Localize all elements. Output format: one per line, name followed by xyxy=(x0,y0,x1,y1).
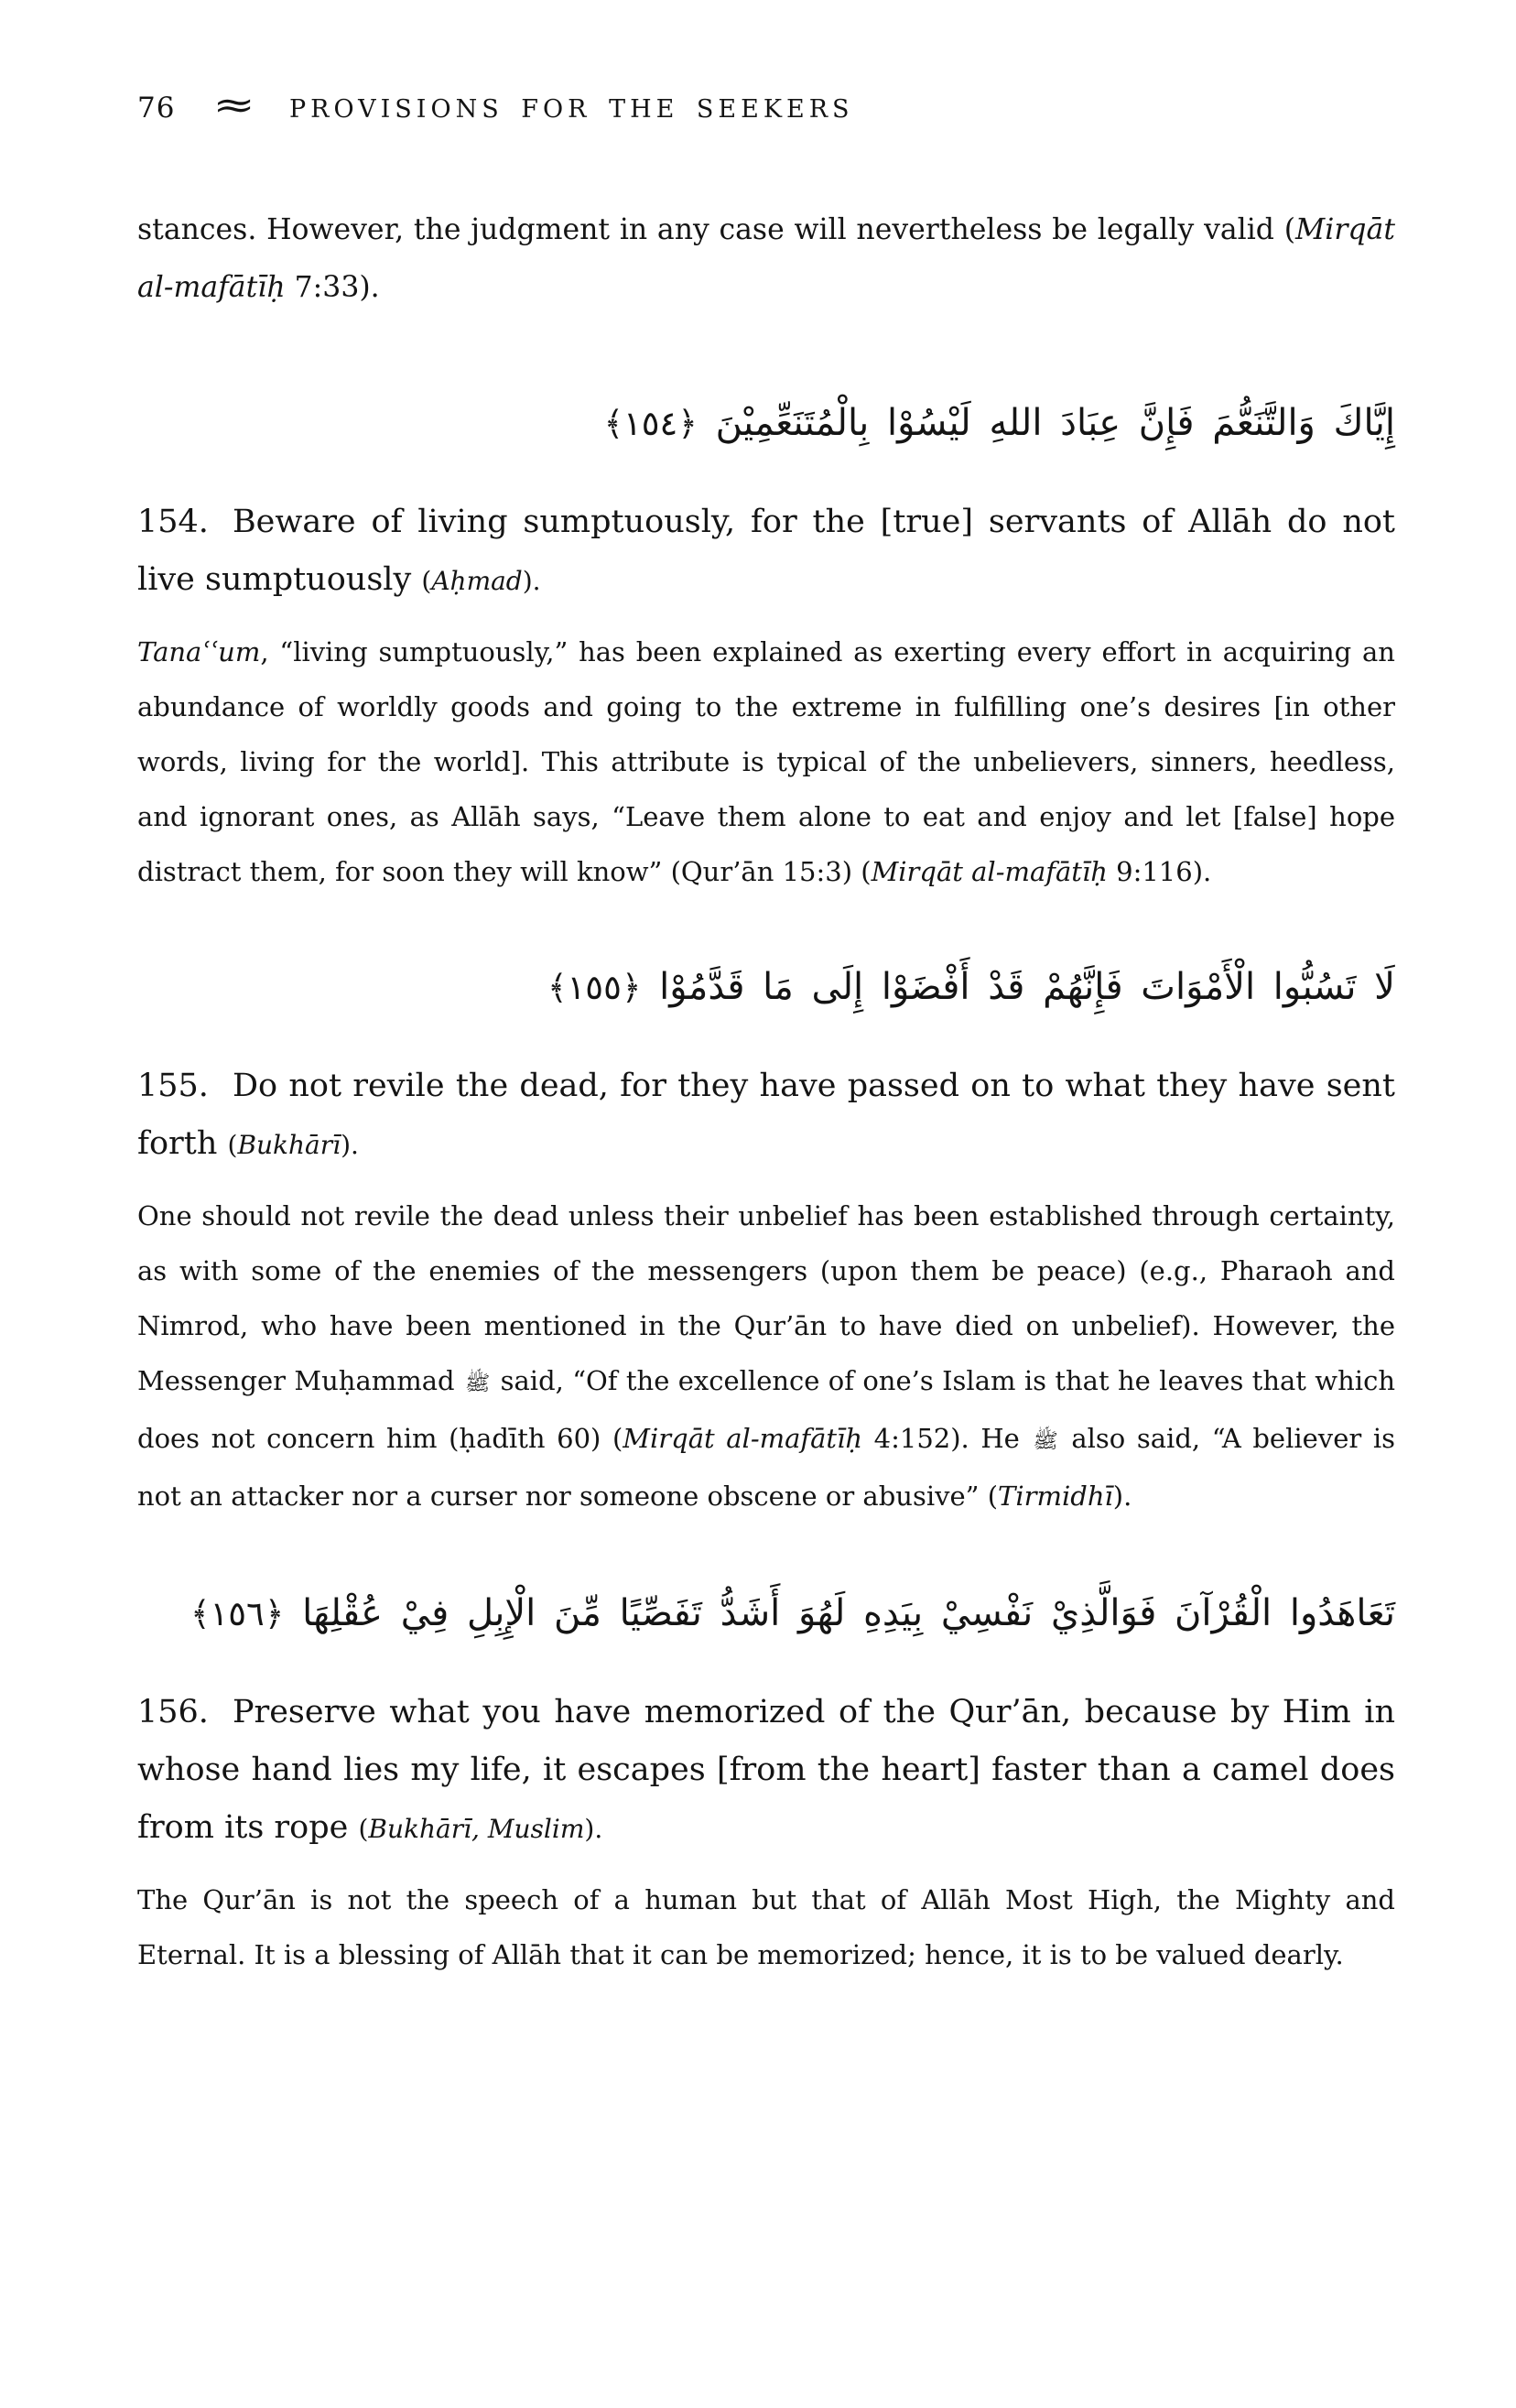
source-paren-close: ). xyxy=(522,566,541,596)
source-name: Aḥmad xyxy=(431,566,523,596)
commentary-text-end: 9:116). xyxy=(1107,856,1212,887)
commentary-text: The Qur’ān is not the speech of a human but that of Allāh Most High, the Mighty and Eternal. It is a blessing of Allāh that it can be memorized; hence, it is to be valued dearly. xyxy=(137,1884,1395,1970)
arabic-hadith-line xyxy=(137,1566,1395,1662)
commentary-text: 4:152). He xyxy=(862,1423,1032,1454)
commentary-text: One should not revile the dead unless their unbelief has been established through certainty, as with some of the enemies of the messengers (upon them be peace) (e.g., Pharaoh and Nimrod, who have been mentioned in the Qur’ān to have died on unbelief). However, the Messenger Muḥammad xyxy=(137,1200,1395,1396)
commentary-italic-source: Mirqāt al-mafātīḥ xyxy=(871,856,1108,887)
hadith-section-154 xyxy=(137,375,1395,899)
commentary-text-end: ). xyxy=(1112,1481,1132,1512)
arabic-hadith-number: ﴿١٥٦﴾ xyxy=(190,1594,285,1633)
hadith-source xyxy=(228,1130,359,1160)
source-paren-open: ( xyxy=(358,1814,369,1844)
commentary-paragraph xyxy=(137,624,1395,899)
hadith-number: 156. xyxy=(137,1694,209,1730)
honorific-salawat-icon: ﷺ xyxy=(1033,1429,1058,1453)
source-name: Bukhārī, Muslim xyxy=(368,1814,585,1844)
hadith-number: 155. xyxy=(137,1068,209,1104)
arabic-hadith-number: ﴿١٥٤﴾ xyxy=(603,404,698,443)
hadith-translation-text: Do not revile the dead, for they have passed on to what they have sent forth xyxy=(137,1068,1395,1162)
arabic-hadith-text: لَا تَسُبُّوا الْأَمْوَاتَ فَإِنَّهُمْ قَدْ أَفْضَوْا إِلَى مَا قَدَّمُوْا xyxy=(659,966,1395,1008)
intro-text-end: 7:33). xyxy=(285,271,380,304)
commentary-text: , “living sumptuously,” has been explained as exerting every effort in acquiring an abundance of worldly goods and going to the extreme in fulfilling one’s desires [in other words, living for the world]. This attribute is typical of the unbelievers, sinners, heedless, and ignorant ones, as Allāh says, “Leave them alone to eat and enjoy and let [false] hope distract them, for soon they will know” (Qur’ān 15:3) ( xyxy=(137,636,1395,887)
arabic-hadith-text: إِيَّاكَ وَالتَّنَعُّمَ فَإِنَّ عِبَادَ اللهِ لَيْسُوْا بِالْمُتَنَعِّمِيْنَ xyxy=(715,402,1395,444)
source-paren-open: ( xyxy=(227,1130,238,1160)
commentary-text: also said, “A believer is not an attacker nor a curser nor someone obscene or abusive” ( xyxy=(137,1423,1395,1512)
hadith-source xyxy=(421,566,540,596)
honorific-salawat-icon: ﷺ xyxy=(464,1372,491,1395)
page-number: 76 xyxy=(137,92,176,125)
source-name: Bukhārī xyxy=(237,1130,341,1160)
intro-text: stances. However, the judgment in any case will nevertheless be legally valid ( xyxy=(137,213,1295,246)
arabic-hadith-text: تَعَاهَدُوا الْقُرْآنَ فَوَالَّذِيْ نَفْسِيْ بِيَدِهِ لَهُوَ أَشَدُّ تَفَصِّيًا مِّنَ الْإِبِلِ فِيْ عُقْلِهَا xyxy=(302,1592,1395,1634)
hadith-translation xyxy=(137,1684,1395,1858)
carried-over-paragraph xyxy=(137,201,1395,317)
commentary-paragraph xyxy=(137,1188,1395,1524)
commentary-italic-source: Tirmidhī xyxy=(998,1481,1113,1512)
hadith-section-155 xyxy=(137,939,1395,1524)
hadith-section-156 xyxy=(137,1566,1395,1982)
swash-ornament-icon: ≈ xyxy=(212,84,257,126)
hadith-translation xyxy=(137,494,1395,610)
commentary-italic-source: Mirqāt al-mafātīḥ xyxy=(623,1423,863,1454)
hadith-translation-text: Beware of living sumptuously, for the [true] servants of Allāh do not live sumptuously xyxy=(137,504,1395,598)
arabic-hadith-line xyxy=(137,375,1395,472)
hadith-source xyxy=(358,1814,602,1844)
commentary-italic-term: Tanaʿʿum xyxy=(137,636,261,667)
commentary-text: said, “Of the excellence of one’s Islam is that he leaves that which does not concern him (ḥadīth 60) ( xyxy=(137,1365,1395,1454)
source-paren-open: ( xyxy=(421,566,432,596)
running-head xyxy=(137,84,1395,126)
arabic-hadith-number: ﴿١٥٥﴾ xyxy=(547,968,642,1007)
hadith-number: 154. xyxy=(137,504,209,540)
arabic-hadith-line xyxy=(137,939,1395,1036)
running-title: PROVISIONS FOR THE SEEKERS xyxy=(288,95,854,124)
commentary-paragraph xyxy=(137,1872,1395,1982)
hadith-translation xyxy=(137,1058,1395,1174)
intro-italic-source: Mirqāt al-mafātīḥ xyxy=(137,213,1395,304)
source-paren-close: ). xyxy=(584,1814,603,1844)
hadith-translation-text: Preserve what you have memorized of the Qur’ān, because by Him in whose hand lies my life, it escapes [from the heart] faster than a camel does from its rope xyxy=(137,1694,1395,1846)
source-paren-close: ). xyxy=(341,1130,359,1160)
